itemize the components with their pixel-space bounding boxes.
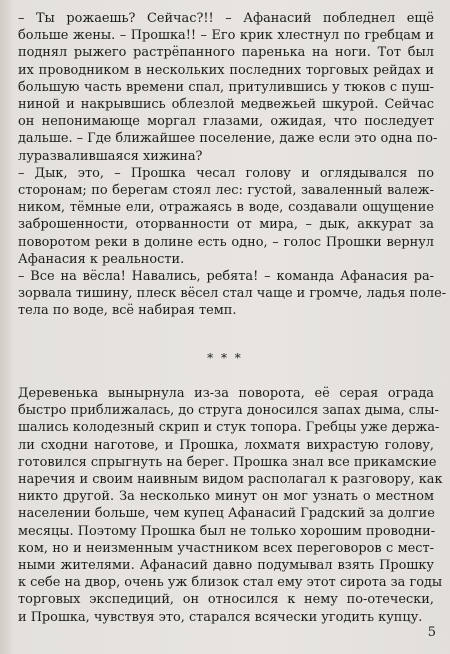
- text-line: Деревенька вынырнула из-за поворота, её серая ограда: [18, 386, 434, 401]
- text-line: заброшенности, оторванности от мира, – дык, аккурат за: [18, 217, 434, 233]
- text-line: населении больше, чем купец Афанасий Градский за долгие: [18, 506, 435, 522]
- text-line: он непонимающе моргал глазами, ожидая, что последует: [18, 114, 434, 130]
- text-line: поднял рыжего растрёпанного паренька на ноги. Тот был: [18, 45, 434, 61]
- text-line: готовился спрыгнуть на берег. Прошка знал все прикамские: [18, 454, 437, 470]
- text-line: быстро приближалась, до струга доносился запах дыма, слы-: [18, 403, 439, 419]
- text-line: ли сходни наготове, и Прошка, лохматя вихрастую голову,: [18, 437, 434, 453]
- text-line: месяцы. Поэтому Прошка был не только хорошим проводни-: [18, 523, 436, 539]
- text-line: – Ты рожаешь? Сейчас?!! – Афанасий побледнел ещё: [18, 11, 434, 26]
- text-line: тела по воде, всё набирая темп.: [18, 303, 237, 319]
- text-line: шались колодезный скрип и стук топора. Гребцы уже держа-: [18, 420, 440, 436]
- text-line: сторонам; по берегам стоял лес: густой, заваленный валеж-: [18, 183, 434, 199]
- text-line: торговых экспедиций, он относился к нему по-отечески,: [18, 592, 434, 608]
- page-number: 5: [427, 625, 436, 640]
- text-block-2: [18, 385, 443, 626]
- text-line: дальше. – Где ближайшее поселение, даже если это одна по-: [18, 131, 438, 147]
- text-block-1: [18, 10, 447, 320]
- text-line: ниной и накрывшись облезлой медвежьей шкурой. Сейчас: [18, 97, 434, 113]
- text-line: ником, тёмные ели, отражаясь в воде, создавали ощущение: [18, 200, 434, 216]
- text-line: наречия и своим наивным видом располагал к разговору, как: [18, 472, 443, 488]
- text-line: зорвала тишину, плеск вёсел стал чаще и громче, ладья поле-: [18, 286, 447, 302]
- text-line: ными жителями. Афанасий давно подумывал взять Прошку: [18, 558, 434, 574]
- text-line: Афанасия к реальности.: [18, 251, 185, 267]
- text-line: – Дык, это, – Прошка чесал голову и оглядывался по: [18, 165, 434, 181]
- text-line: к себе на двор, очень уж близок стал ему этот сирота за годы: [18, 575, 443, 591]
- text-line: больше жены. – Прошка!! – Его крик хлестнул по гребцам и: [18, 28, 434, 44]
- text-line: ком, но и неизменным участником всех переговоров с мест-: [18, 540, 434, 556]
- text-line: никто другой. За несколько минут он мог узнать о местном: [18, 489, 434, 505]
- text-line: их проводником в нескольких последних торговых рейдах и: [18, 62, 434, 78]
- text-line: поворотом реки в долине есть одно, – голос Прошки вернул: [18, 234, 434, 250]
- text-line: – Все на вёсла! Навались, ребята! – команда Афанасия ра-: [18, 269, 434, 285]
- text-line: большую часть времени спал, притулившись у тюков с пуш-: [18, 79, 434, 95]
- text-line: луразвалившаяся хижина?: [18, 148, 203, 164]
- text-line: и Прошка, чувствуя это, старался всячески угодить купцу.: [18, 609, 423, 625]
- section-divider: * * *: [207, 351, 243, 365]
